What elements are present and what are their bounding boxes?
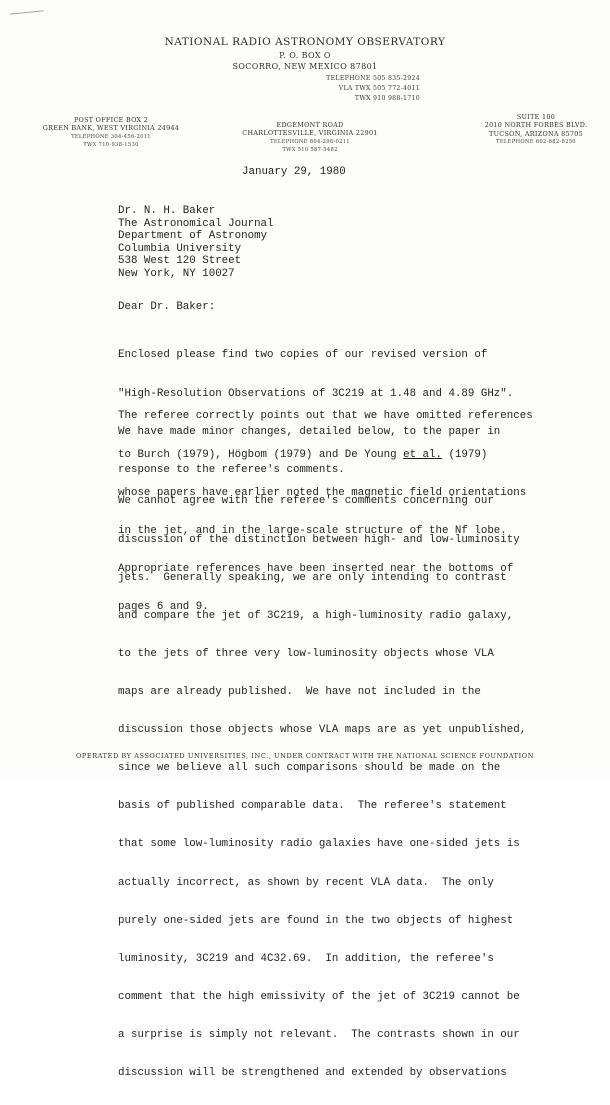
office-line: GREEN BANK, WEST VIRGINIA 24944 — [42, 124, 180, 133]
text-line: Appropriate references have been inserted near the bottoms of — [118, 562, 514, 575]
charlottesville-office — [232, 121, 388, 155]
pencil-mark — [10, 10, 45, 21]
address-line: The Astronomical Journal — [118, 217, 274, 230]
office-phone: TELEPHONE 804-296-0211 — [270, 138, 350, 145]
recipient-address — [118, 205, 274, 281]
office-line: POST OFFICE BOX 2 — [73, 116, 149, 124]
footer-text: OPERATED BY ASSOCIATED UNIVERSITIES, INC., UNDER CONTRACT WITH THE NATIONAL SCIENCE FOUNDATION — [75, 752, 534, 760]
text-line: basis of published comparable data. The referee's statement — [118, 800, 507, 813]
address-line: Dr. N. H. Baker — [118, 205, 216, 217]
text-line: whose papers have earlier noted the magnetic field orientations — [118, 486, 527, 499]
text-line: in the jet, and in the large-scale structure of the Nf lobe. — [118, 524, 507, 537]
text-line — [118, 449, 598, 462]
text-line: purely one-sided jets are found in the two objects of highest — [118, 914, 514, 927]
tucson-office — [466, 113, 606, 147]
text-line: We cannot agree with the referee's comments concerning our — [118, 495, 494, 508]
text-span: to Burch (1979), Högbom (1979) and De Young — [118, 448, 404, 461]
text-line: response to the referee's comments. — [118, 463, 345, 476]
address-line: Department of Astronomy — [118, 230, 268, 243]
text-line: maps are already published. We have not included in the — [118, 685, 481, 698]
text-line: pages 6 and 9. — [118, 600, 209, 613]
text-line: that some low-luminosity radio galaxies have one-sided jets is — [118, 838, 520, 851]
salutation: Dear Dr. Baker: — [118, 301, 216, 313]
office-twx: TWX 710-938-1530 — [83, 142, 139, 149]
office-line: CHARLOTTESVILLE, VIRGINIA 22901 — [242, 129, 378, 138]
paragraph-3 — [118, 470, 598, 1105]
text-line: comment that the high emissivity of the jet of 3C219 cannot be — [118, 990, 520, 1003]
text-line: Enclosed please find two copies of our revised version of — [118, 349, 488, 362]
office-line: EDGEMONT ROAD — [276, 121, 344, 129]
office-twx: TWX 510 587-5482 — [282, 147, 338, 154]
vla-telex-line: VLA TWX 505 772-4011 — [338, 85, 420, 92]
twx-line: TWX 910 988-1710 — [354, 95, 420, 102]
office-line: TUCSON, ARIZONA 85705 — [489, 129, 583, 138]
text-line: "High-Resolution Observations of 3C219 at 1.48 and 4.89 GHz". — [118, 387, 514, 400]
text-line: jets. Generally speaking, we are only intending to contrast — [118, 571, 507, 584]
address-line: Columbia University — [118, 242, 242, 255]
office-line: 2010 NORTH FORBES BLVD. — [484, 121, 588, 130]
po-box: P. O. BOX O — [279, 51, 331, 60]
organization-name: NATIONAL RADIO ASTRONOMY OBSERVATORY — [164, 36, 446, 48]
et-al-underlined: et al. — [403, 448, 442, 461]
letter-date: January 29, 1980 — [242, 166, 346, 178]
text-line: to the jets of three very low-luminosity objects whose VLA — [118, 647, 494, 660]
text-line: since we believe all such comparisons should be made on the — [118, 762, 501, 775]
text-span: (1979) — [441, 448, 488, 461]
text-line: discussion of the distinction between high- and low-luminosity — [118, 533, 520, 546]
telephone-line: TELEPHONE 505 835-2924 — [326, 75, 420, 82]
text-line: The referee correctly points out that we have omitted references — [118, 410, 533, 423]
text-line: a surprise is simply not relevant. The contrasts shown in our — [118, 1028, 520, 1041]
office-phone: TELEPHONE 602-882-8250 — [496, 139, 576, 146]
address-line: 538 West 120 Street — [118, 255, 242, 268]
text-line: luminosity, 3C219 and 4C32.69. In addition, the referee's — [118, 952, 494, 965]
text-line: and compare the jet of 3C219, a high-luminosity radio galaxy, — [118, 609, 514, 622]
text-line: actually incorrect, as shown by recent VLA data. The only — [118, 876, 494, 889]
address-line: New York, NY 10027 — [118, 267, 235, 280]
text-line: discussion will be strengthened and extended by observations — [118, 1067, 507, 1080]
text-line: We have made minor changes, detailed below, to the paper in — [118, 425, 501, 438]
green-bank-office — [36, 116, 186, 150]
office-phone: TELEPHONE 304-456-2011 — [71, 133, 151, 140]
office-line: SUITE 100 — [516, 113, 556, 121]
text-line: discussion those objects whose VLA maps are as yet unpublished, — [118, 724, 527, 737]
city-line: SOCORRO, NEW MEXICO 87801 — [232, 62, 378, 71]
